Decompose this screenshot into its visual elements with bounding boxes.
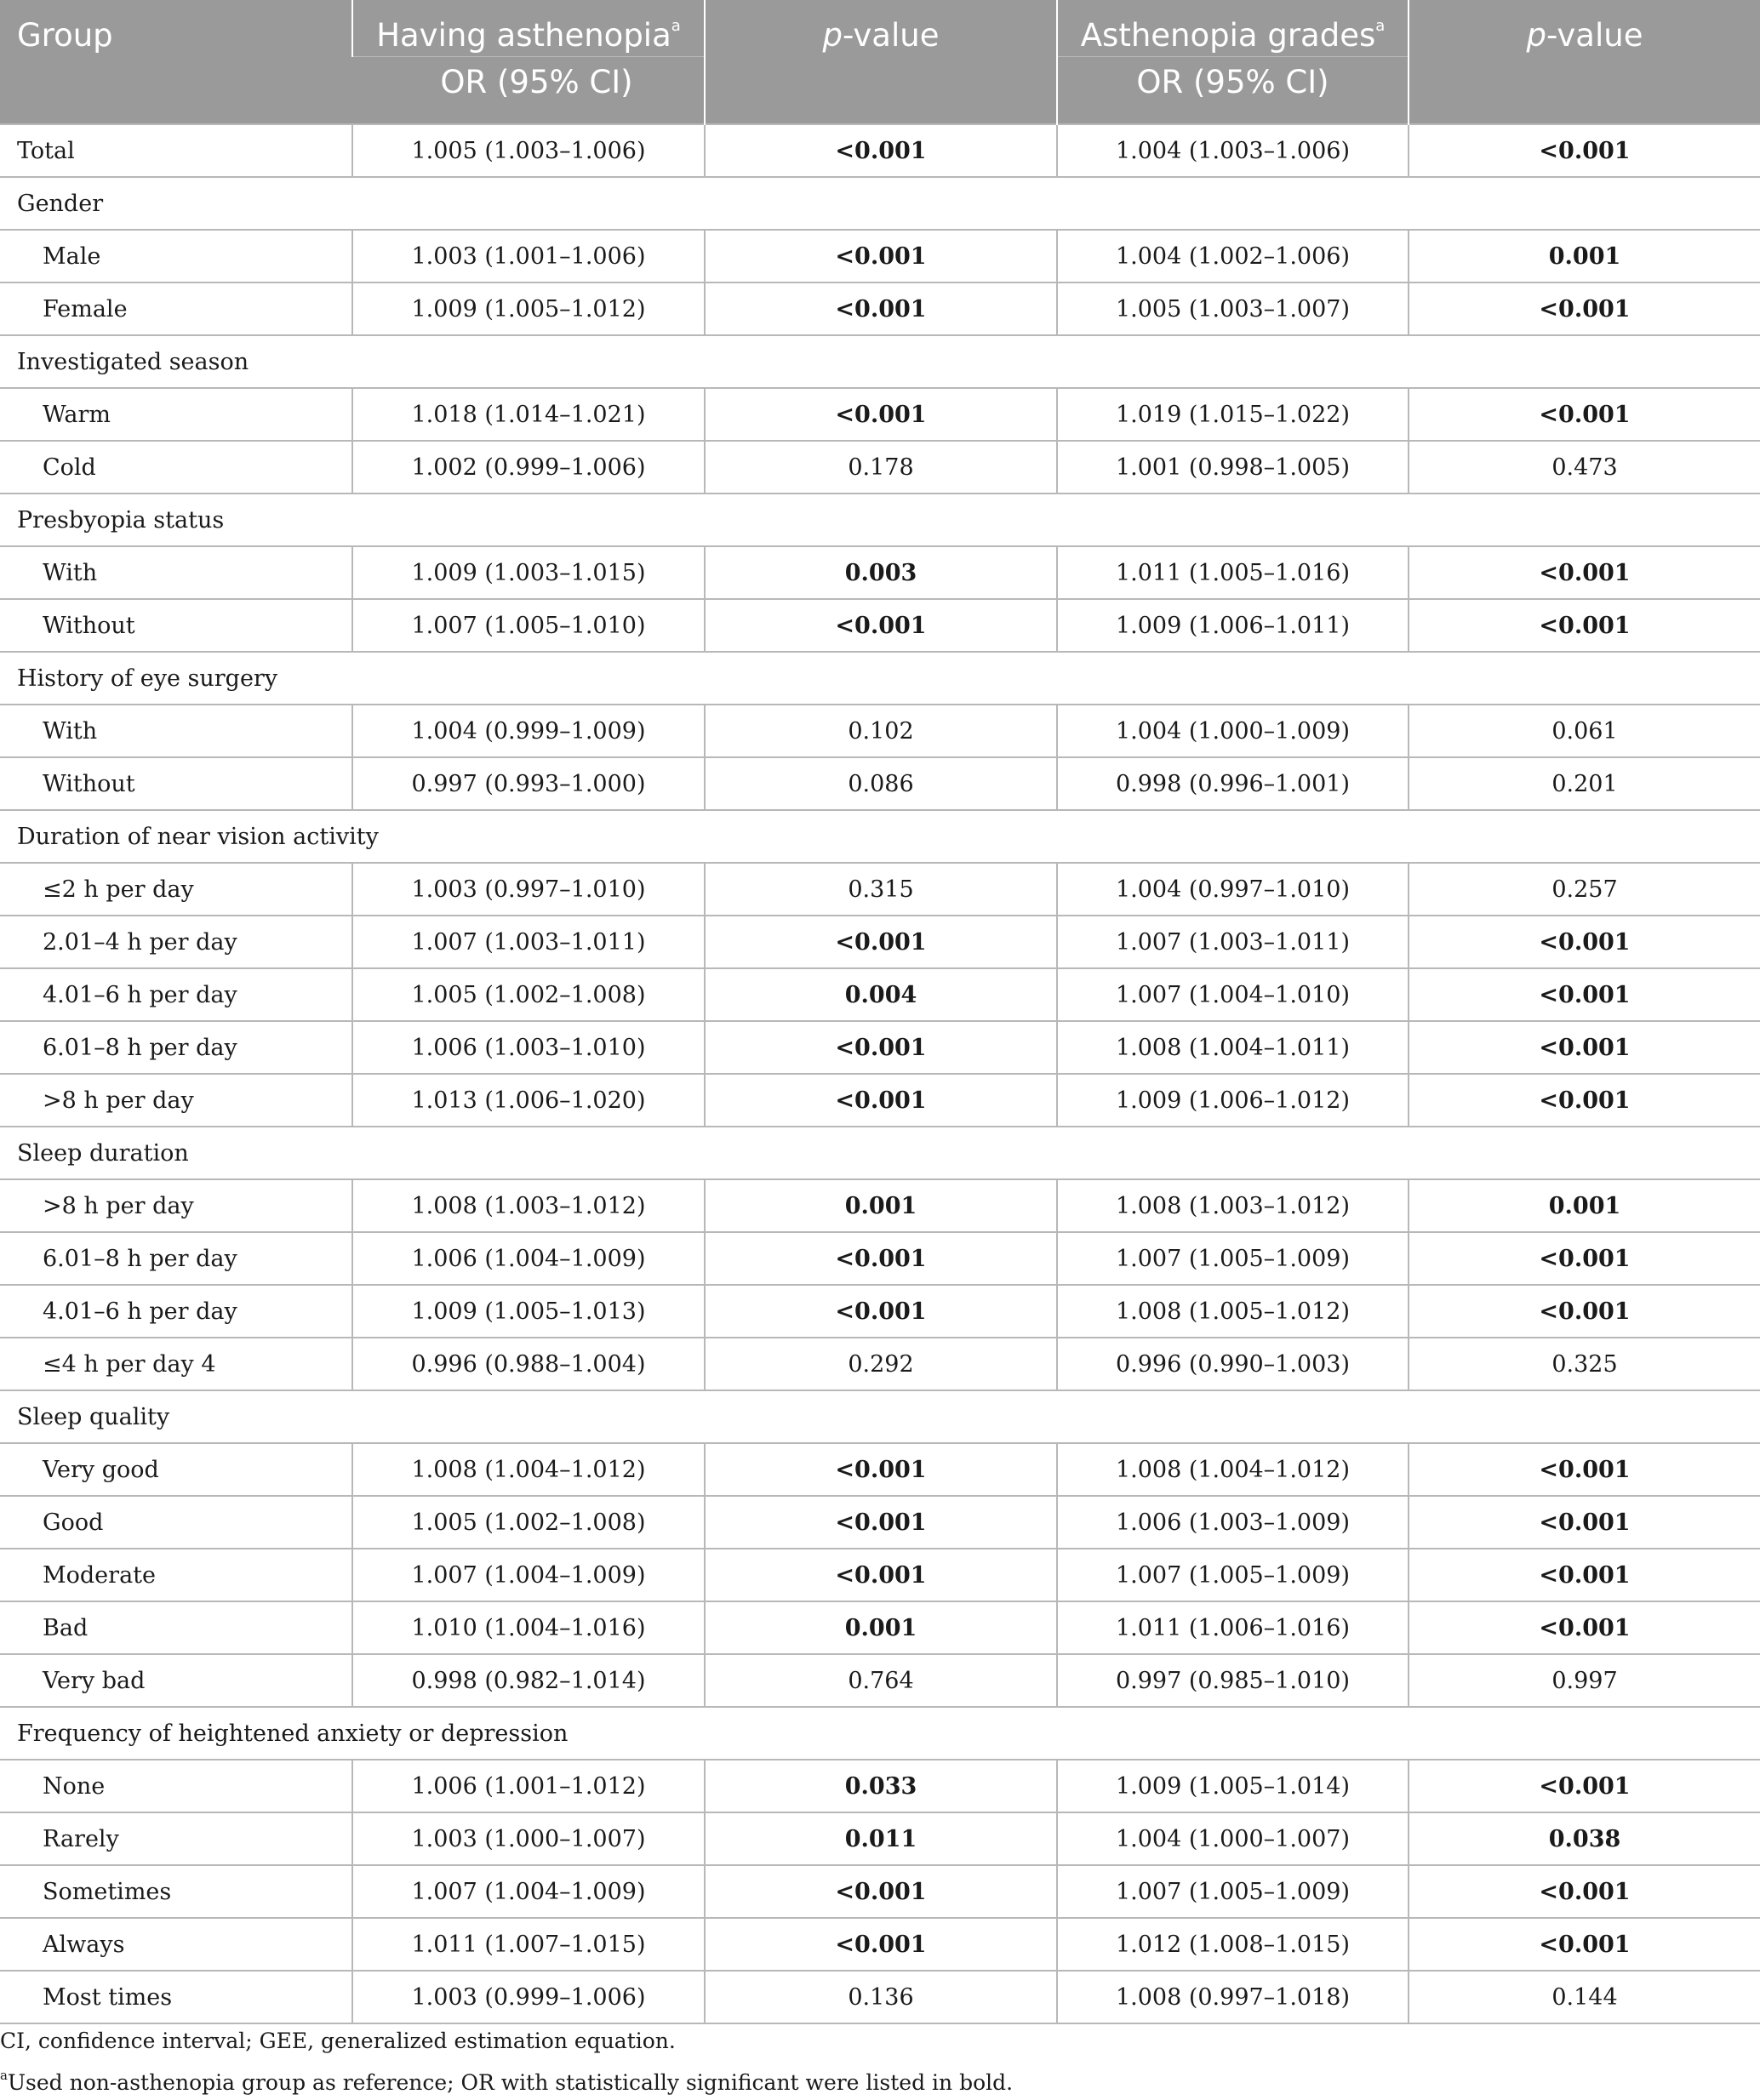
or-ci-grades: 1.008 (1.004–1.011)	[1057, 1021, 1409, 1074]
footnote-reference-text: Used non-asthenopia group as reference; OR with statistically significant were listed in bold.	[7, 2070, 1014, 2095]
header-asthenopia-grades	[1057, 0, 1409, 57]
p-value-grades: <0.001	[1409, 1865, 1760, 1918]
row-label: Bad	[0, 1601, 352, 1654]
p-value-grades: <0.001	[1409, 599, 1760, 652]
table-row	[0, 282, 1760, 335]
group-label: Frequency of heightened anxiety or depression	[0, 1707, 1760, 1760]
or-ci-asthenopia: 0.996 (0.988–1.004)	[352, 1338, 705, 1390]
table-row	[0, 1865, 1760, 1918]
p-value-grades: <0.001	[1409, 124, 1760, 177]
or-ci-grades: 1.004 (1.000–1.007)	[1057, 1812, 1409, 1865]
table-row	[0, 1760, 1760, 1812]
row-label: Cold	[0, 441, 352, 494]
header-pvalue-2	[1409, 0, 1760, 124]
row-label: Moderate	[0, 1549, 352, 1601]
table-footnotes	[0, 2024, 1760, 2095]
or-ci-asthenopia: 1.003 (0.999–1.006)	[352, 1971, 705, 2023]
p-value-asthenopia: 0.001	[705, 1601, 1057, 1654]
table-header	[0, 0, 1760, 124]
table-row	[0, 1074, 1760, 1127]
header-or-ci-1	[352, 57, 705, 125]
footnote-mark: a	[0, 2068, 8, 2083]
table-row	[0, 1601, 1760, 1654]
p-value-grades: <0.001	[1409, 388, 1760, 441]
or-ci-asthenopia: 1.006 (1.004–1.009)	[352, 1232, 705, 1285]
group-label: Sleep duration	[0, 1127, 1760, 1179]
p-value-grades: 0.473	[1409, 441, 1760, 494]
p-value-asthenopia: <0.001	[705, 1285, 1057, 1338]
footnote-reference	[0, 2058, 1760, 2095]
group-label: History of eye surgery	[0, 652, 1760, 705]
table-row	[0, 863, 1760, 916]
or-ci-grades: 1.012 (1.008–1.015)	[1057, 1918, 1409, 1971]
table-body	[0, 124, 1760, 2023]
p-value-grades: 0.001	[1409, 1179, 1760, 1232]
header-having-asthenopia-text: Having asthenopia	[376, 17, 671, 54]
table-row	[0, 916, 1760, 968]
table-group-row	[0, 1127, 1760, 1179]
table-row	[0, 705, 1760, 757]
or-ci-asthenopia: 1.010 (1.004–1.016)	[352, 1601, 705, 1654]
header-pvalue-1	[705, 0, 1057, 124]
or-ci-grades: 0.996 (0.990–1.003)	[1057, 1338, 1409, 1390]
table-row	[0, 1918, 1760, 1971]
header-group	[0, 0, 352, 124]
row-label: Female	[0, 282, 352, 335]
table-group-row	[0, 177, 1760, 230]
p-value-asthenopia: <0.001	[705, 230, 1057, 282]
group-label: Investigated season	[0, 335, 1760, 388]
p-value-asthenopia: <0.001	[705, 1918, 1057, 1971]
row-label: Good	[0, 1496, 352, 1549]
p-value-grades: 0.325	[1409, 1338, 1760, 1390]
p-value-asthenopia: 0.033	[705, 1760, 1057, 1812]
footnote-abbreviations: CI, confidence interval; GEE, generalized estimation equation.	[0, 2029, 676, 2053]
table-row	[0, 388, 1760, 441]
table-row	[0, 441, 1760, 494]
p-value-grades: <0.001	[1409, 916, 1760, 968]
p-value-asthenopia: <0.001	[705, 916, 1057, 968]
header-or-ci-2-text: OR (95% CI)	[1136, 64, 1329, 100]
row-label: 2.01–4 h per day	[0, 916, 352, 968]
p-value-asthenopia: 0.086	[705, 757, 1057, 810]
row-label: None	[0, 1760, 352, 1812]
header-having-asthenopia	[352, 0, 705, 57]
p-value-grades: <0.001	[1409, 1285, 1760, 1338]
or-ci-grades: 1.004 (1.003–1.006)	[1057, 124, 1409, 177]
p-value-grades: 0.061	[1409, 705, 1760, 757]
row-label: >8 h per day	[0, 1074, 352, 1127]
or-ci-asthenopia: 0.998 (0.982–1.014)	[352, 1654, 705, 1707]
or-ci-grades: 0.998 (0.996–1.001)	[1057, 757, 1409, 810]
row-label: Very good	[0, 1443, 352, 1496]
header-or-ci-2	[1057, 57, 1409, 125]
table-row	[0, 1971, 1760, 2023]
or-ci-grades: 1.006 (1.003–1.009)	[1057, 1496, 1409, 1549]
row-label: Sometimes	[0, 1865, 352, 1918]
table-group-row	[0, 1390, 1760, 1443]
p-value-grades: <0.001	[1409, 1549, 1760, 1601]
p-value-asthenopia: 0.136	[705, 1971, 1057, 2023]
p-value-asthenopia: 0.102	[705, 705, 1057, 757]
p-value-grades: <0.001	[1409, 282, 1760, 335]
header-row-top	[0, 0, 1760, 57]
row-label: Very bad	[0, 1654, 352, 1707]
or-ci-asthenopia: 0.997 (0.993–1.000)	[352, 757, 705, 810]
or-ci-grades: 1.004 (1.002–1.006)	[1057, 230, 1409, 282]
row-label: Warm	[0, 388, 352, 441]
or-ci-grades: 1.004 (0.997–1.010)	[1057, 863, 1409, 916]
table-row	[0, 1232, 1760, 1285]
group-label: Gender	[0, 177, 1760, 230]
header-asthenopia-grades-text: Asthenopia grades	[1080, 17, 1376, 54]
or-ci-grades: 1.005 (1.003–1.007)	[1057, 282, 1409, 335]
or-ci-asthenopia: 1.009 (1.005–1.013)	[352, 1285, 705, 1338]
p-value-asthenopia: 0.292	[705, 1338, 1057, 1390]
table-row	[0, 968, 1760, 1021]
table-row	[0, 599, 1760, 652]
footnote-mark: a	[1375, 17, 1386, 35]
p-value-grades: <0.001	[1409, 1601, 1760, 1654]
row-label: ≤2 h per day	[0, 863, 352, 916]
p-value-asthenopia: 0.178	[705, 441, 1057, 494]
table-group-row	[0, 1707, 1760, 1760]
or-ci-grades: 1.008 (1.003–1.012)	[1057, 1179, 1409, 1232]
p-value-grades: <0.001	[1409, 1918, 1760, 1971]
p-value-grades: <0.001	[1409, 1443, 1760, 1496]
table-row	[0, 1179, 1760, 1232]
or-ci-asthenopia: 1.008 (1.003–1.012)	[352, 1179, 705, 1232]
p-value-asthenopia: 0.764	[705, 1654, 1057, 1707]
table-group-row	[0, 652, 1760, 705]
or-ci-asthenopia: 1.009 (1.005–1.012)	[352, 282, 705, 335]
or-ci-asthenopia: 1.007 (1.004–1.009)	[352, 1865, 705, 1918]
row-label: >8 h per day	[0, 1179, 352, 1232]
p-value-asthenopia: 0.315	[705, 863, 1057, 916]
p-value-asthenopia: 0.003	[705, 546, 1057, 599]
or-ci-asthenopia: 1.007 (1.003–1.011)	[352, 916, 705, 968]
or-ci-grades: 1.007 (1.005–1.009)	[1057, 1232, 1409, 1285]
p-value-asthenopia: <0.001	[705, 599, 1057, 652]
p-value-asthenopia: <0.001	[705, 1443, 1057, 1496]
or-ci-asthenopia: 1.009 (1.003–1.015)	[352, 546, 705, 599]
p-value-asthenopia: <0.001	[705, 282, 1057, 335]
table-row	[0, 230, 1760, 282]
or-ci-asthenopia: 1.005 (1.003–1.006)	[352, 124, 705, 177]
or-ci-grades: 1.008 (0.997–1.018)	[1057, 1971, 1409, 2023]
or-ci-asthenopia: 1.018 (1.014–1.021)	[352, 388, 705, 441]
or-ci-asthenopia: 1.002 (0.999–1.006)	[352, 441, 705, 494]
p-value-grades: <0.001	[1409, 1232, 1760, 1285]
p-value-grades: 0.038	[1409, 1812, 1760, 1865]
or-ci-grades: 1.011 (1.006–1.016)	[1057, 1601, 1409, 1654]
p-value-grades: 0.144	[1409, 1971, 1760, 2023]
header-pvalue-2-italic: p	[1526, 17, 1547, 54]
or-ci-asthenopia: 1.003 (1.000–1.007)	[352, 1812, 705, 1865]
or-ci-grades: 1.007 (1.003–1.011)	[1057, 916, 1409, 968]
table-group-row	[0, 335, 1760, 388]
or-ci-asthenopia: 1.004 (0.999–1.009)	[352, 705, 705, 757]
p-value-grades: 0.257	[1409, 863, 1760, 916]
row-label: Most times	[0, 1971, 352, 2023]
p-value-asthenopia: <0.001	[705, 124, 1057, 177]
or-ci-grades: 1.011 (1.005–1.016)	[1057, 546, 1409, 599]
or-ci-asthenopia: 1.013 (1.006–1.020)	[352, 1074, 705, 1127]
p-value-asthenopia: <0.001	[705, 1232, 1057, 1285]
p-value-asthenopia: <0.001	[705, 1074, 1057, 1127]
table-group-row	[0, 494, 1760, 546]
or-ci-grades: 0.997 (0.985–1.010)	[1057, 1654, 1409, 1707]
or-ci-grades: 1.007 (1.004–1.010)	[1057, 968, 1409, 1021]
table-row	[0, 1496, 1760, 1549]
or-ci-asthenopia: 1.008 (1.004–1.012)	[352, 1443, 705, 1496]
or-ci-grades: 1.004 (1.000–1.009)	[1057, 705, 1409, 757]
or-ci-grades: 1.008 (1.005–1.012)	[1057, 1285, 1409, 1338]
or-ci-asthenopia: 1.003 (1.001–1.006)	[352, 230, 705, 282]
row-label: 4.01–6 h per day	[0, 968, 352, 1021]
or-ci-asthenopia: 1.011 (1.007–1.015)	[352, 1918, 705, 1971]
p-value-asthenopia: <0.001	[705, 1021, 1057, 1074]
or-ci-grades: 1.007 (1.005–1.009)	[1057, 1865, 1409, 1918]
p-value-grades: <0.001	[1409, 1760, 1760, 1812]
p-value-asthenopia: 0.004	[705, 968, 1057, 1021]
row-label: With	[0, 546, 352, 599]
group-label: Sleep quality	[0, 1390, 1760, 1443]
group-label: Duration of near vision activity	[0, 810, 1760, 863]
table-row	[0, 1812, 1760, 1865]
or-ci-grades: 1.009 (1.006–1.012)	[1057, 1074, 1409, 1127]
table-row	[0, 124, 1760, 177]
header-pvalue-1-italic: p	[822, 17, 843, 54]
p-value-grades: 0.997	[1409, 1654, 1760, 1707]
row-label: 6.01–8 h per day	[0, 1021, 352, 1074]
group-label: Presbyopia status	[0, 494, 1760, 546]
header-or-ci-1-text: OR (95% CI)	[440, 64, 633, 100]
or-ci-asthenopia: 1.007 (1.005–1.010)	[352, 599, 705, 652]
or-ci-asthenopia: 1.005 (1.002–1.008)	[352, 968, 705, 1021]
p-value-asthenopia: <0.001	[705, 388, 1057, 441]
row-label: Without	[0, 757, 352, 810]
p-value-grades: 0.201	[1409, 757, 1760, 810]
row-label: Male	[0, 230, 352, 282]
p-value-asthenopia: 0.001	[705, 1179, 1057, 1232]
header-pvalue-2-rest: -value	[1546, 17, 1643, 54]
table-row	[0, 1021, 1760, 1074]
table-group-row	[0, 810, 1760, 863]
p-value-asthenopia: 0.011	[705, 1812, 1057, 1865]
p-value-grades: <0.001	[1409, 968, 1760, 1021]
or-ci-asthenopia: 1.006 (1.001–1.012)	[352, 1760, 705, 1812]
or-ci-grades: 1.007 (1.005–1.009)	[1057, 1549, 1409, 1601]
or-ci-asthenopia: 1.007 (1.004–1.009)	[352, 1549, 705, 1601]
or-ci-grades: 1.019 (1.015–1.022)	[1057, 388, 1409, 441]
table-row	[0, 1654, 1760, 1707]
or-ci-asthenopia: 1.003 (0.997–1.010)	[352, 863, 705, 916]
or-ci-grades: 1.001 (0.998–1.005)	[1057, 441, 1409, 494]
p-value-grades: 0.001	[1409, 230, 1760, 282]
p-value-asthenopia: <0.001	[705, 1865, 1057, 1918]
row-label: Total	[0, 124, 352, 177]
table-row	[0, 1338, 1760, 1390]
header-group-text: Group	[17, 17, 113, 54]
row-label: 4.01–6 h per day	[0, 1285, 352, 1338]
p-value-grades: <0.001	[1409, 1496, 1760, 1549]
row-label: Rarely	[0, 1812, 352, 1865]
row-label: With	[0, 705, 352, 757]
row-label: ≤4 h per day 4	[0, 1338, 352, 1390]
table-row	[0, 1443, 1760, 1496]
or-ci-asthenopia: 1.006 (1.003–1.010)	[352, 1021, 705, 1074]
table-row	[0, 1285, 1760, 1338]
p-value-grades: <0.001	[1409, 1074, 1760, 1127]
header-pvalue-1-rest: -value	[843, 17, 940, 54]
or-ci-asthenopia: 1.005 (1.002–1.008)	[352, 1496, 705, 1549]
p-value-grades: <0.001	[1409, 546, 1760, 599]
p-value-asthenopia: <0.001	[705, 1549, 1057, 1601]
row-label: Always	[0, 1918, 352, 1971]
row-label: Without	[0, 599, 352, 652]
or-ci-grades: 1.008 (1.004–1.012)	[1057, 1443, 1409, 1496]
p-value-grades: <0.001	[1409, 1021, 1760, 1074]
row-label: 6.01–8 h per day	[0, 1232, 352, 1285]
table-row	[0, 546, 1760, 599]
or-ci-grades: 1.009 (1.005–1.014)	[1057, 1760, 1409, 1812]
or-ci-grades: 1.009 (1.006–1.011)	[1057, 599, 1409, 652]
p-value-asthenopia: <0.001	[705, 1496, 1057, 1549]
footnote-mark: a	[671, 17, 681, 35]
table-row	[0, 1549, 1760, 1601]
table-row	[0, 757, 1760, 810]
